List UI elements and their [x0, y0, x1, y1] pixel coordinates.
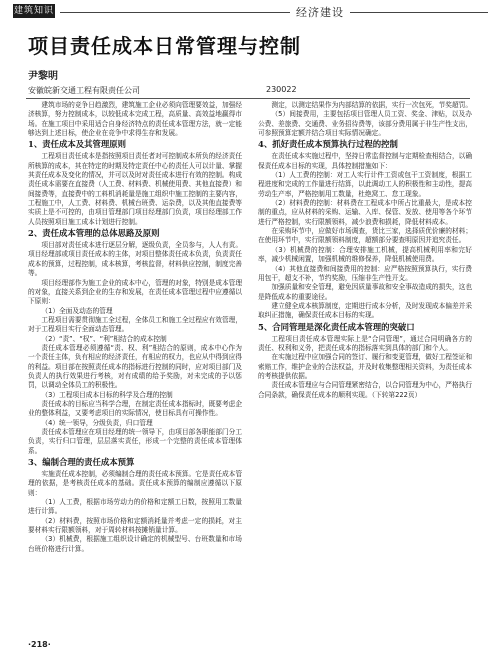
postal-code: 230022 [266, 85, 297, 94]
section-heading: 1、责任成本及其管理原则 [28, 139, 126, 150]
body-paragraph: 工程项目需要贯彻施工全过程，全体员工和施工全过程应有效管理，对于工程项目实行全面动态管理。 [28, 315, 242, 334]
body-paragraph: 项目经理部作为施工企业的成本中心，管理的对象，特别是成本管理的对象，直接关系到企业的生存和发展，在责任成本管理过程中应遵循以下原则： [28, 278, 242, 306]
body-paragraph: （1）人工费的控制：对工人实行计件工资或包干工资制度，根据工程进度和完成的工作量进行结算，以此调动工人的积极性和主动性，提高劳动生产率，严格控制用工数量，杜绝窝工、怠工现象。 [258, 171, 472, 198]
body-paragraph: 工程项目责任成本是指按照项目责任者对可控制成本所负的经济责任所核算的成本，其在特定的时期及特定责任中心的责任人可以计量、掌握其责任成本及变化的情况，并可以及时对责任成本进行有效的控制。构成责任成本需要在直接费（人工费、材料费、机械使用费、其他直接费）和间接费等，直接费中的工料机消耗量是施工组织中施工控制的主要内容，工程施工中，人工费、材料费、机械台班费、运杂费，以及其他直接费等实质上是不可控的，由项目管理部门项目经理部门负责，项目经理部工作人员按照项目施工成本计划进行控制。 [28, 152, 242, 226]
body-paragraph: 建筑市场的竞争日趋激烈，建筑施工企业必须向管理要效益，加强经济核算，努力控制成本，以较低成本完成工程，高质量、高效益地赢得市场。在施工项目中采用适合自身经济特点的责任成本管理方法，就一定能够达到上述目标，使企业在竞争中求得生存和发展。 [28, 101, 242, 138]
body-paragraph: （2）材料费的控制：材料费在工程成本中所占比重最大，是成本控制的重点，应从材料的采购、运输、入库、保管、发放、使用等各个环节进行严格控制，实行限额领料，减少浪费和损耗，降低材料成本。 [258, 199, 472, 226]
body-paragraph: （1）全面及动态的管理 [41, 306, 113, 315]
body-paragraph: 实施责任成本控制，必须编制合理的责任成本预算。它是责任成本管理的依据，是考核责任成本的基础。责任成本预算的编制应遵循以下原则： [28, 470, 242, 497]
body-paragraph: 在采购环节中，应做好市场调查，货比三家，选择质优价廉的材料；在使用环节中，实行限额领料制度，超额部分要查明原因并追究责任。 [258, 227, 472, 245]
running-header [0, 0, 498, 24]
right-column [258, 101, 472, 636]
body-paragraph: （1）人工费，根据市场劳动力的价格和定额工日数，按照用工数量进行计算。 [28, 498, 242, 516]
body-paragraph: 责任成本管理应在项目经理的统一领导下，由项目部各职能部门分工负责，实行归口管理，层层落实责任，形成一个完整的责任成本管理体系。 [28, 428, 242, 455]
body-paragraph: 加强质量和安全管理，避免因质量事故和安全事故造成的损失，这也是降低成本的重要途径。 [258, 283, 472, 301]
affiliation: 安徽皖新交通工程有限责任公司 [28, 86, 140, 95]
left-column [28, 101, 242, 636]
body-paragraph: 工程项目责任成本管理实际上是“合同管理”，通过合同明确各方的责任、权利和义务，把责任成本的指标落实到具体的部门和个人。 [258, 334, 472, 352]
body-paragraph: 测定，以测定结果作为内部结算的依据，实行一次包死，节奖超罚。 [271, 101, 472, 109]
affiliation-rule [26, 98, 470, 99]
body-paragraph: 责任成本管理应与合同管理紧密结合，以合同管理为中心，严格执行合同条款，确保责任成本的顺利实现。（下转第222页） [258, 381, 472, 399]
section-heading: 2、责任成本管理的总体思路及原则 [28, 228, 160, 239]
section-heading: 5、合同管理是深化责任成本管理的突破口 [258, 321, 415, 332]
body-paragraph: （5）间接费用，主要包括项目管理人员工资、奖金、津贴，以及办公费、差旅费、交通费、业务招待费等，该部分费用属于非生产性支出，可参照预算定额并结合项目实际情况确定。 [258, 110, 472, 138]
section-heading: 3、编制合理的责任成本预算 [28, 457, 135, 468]
header-rule [60, 12, 488, 13]
body-paragraph: （4）统一领导，分级负责，归口管理 [41, 418, 153, 427]
body-paragraph: （3）机械费的控制：合理安排施工机械，提高机械利用率和完好率，减少机械闲置，加强机械的维修保养，降低机械使用费。 [258, 245, 472, 264]
affiliation-line [28, 85, 468, 99]
section-heading: 4、抓好责任成本预算执行过程的控制 [258, 139, 398, 150]
author-name: 尹黎明 [28, 71, 58, 82]
section-label: 经济建设 [290, 4, 350, 20]
body-paragraph: （3）工程项目成本目标的科学及合理的控制 [41, 390, 173, 399]
body-paragraph: 建立健全成本核算制度，定期进行成本分析，及时发现成本偏差并采取纠正措施，确保责任成本目标的实现。 [258, 301, 472, 320]
body-paragraph: 责任成本的目标应当科学合理，在制定责任成本指标时，既要考虑企业的整体利益，又要考虑项目的实际情况，使目标具有可操作性。 [28, 399, 242, 418]
body-paragraph: （4）其他直接费和间接费用的控制：应严格按照预算执行，实行费用包干，超支不补，节约奖励，压缩非生产性开支。 [258, 264, 472, 282]
article-title: 项目责任成本日常管理与控制 [28, 34, 301, 58]
column-tag: 建筑知识 [13, 6, 54, 16]
body-paragraph: 在责任成本实施过程中，坚持日常监督控制与定期检查相结合，以确保责任成本目标的实现，具体控制措施如下： [258, 152, 472, 170]
body-paragraph: （2）“责”、“权”、“利”相结合的成本控制 [41, 334, 167, 343]
body-paragraph: （3）机械费，根据施工组织设计确定的机械型号、台班数量和市场台班价格进行计算。 [28, 535, 242, 553]
body-paragraph: （2）材料费，按照市场价格和定额消耗量并考虑一定的损耗，对主要材料实行限额领料，对于周转材料按摊销量计算。 [28, 516, 242, 535]
page-number: ·218· [28, 640, 51, 649]
body-paragraph: 在实施过程中应加强合同的签订、履行和变更管理，做好工程签证和索赔工作，维护企业的合法权益，并及时收集整理相关资料，为责任成本的考核提供依据。 [258, 353, 472, 380]
body-paragraph: 项目部对责任成本进行逐层分解，逐级负责，全员参与，人人有责。项目经理部或项目责任成本的主体，对项目整体责任成本负责，负责责任成本的预算，过程控制，成本核算，考核监督，材料供应控制，制度完善等。 [28, 241, 242, 278]
body-paragraph: 责任成本管理必须遵循“责、权、利”相结合的原则，成本中心作为一个责任主体，负有相应的经济责任，有相应的权力，也应从中得到应得的利益。项目部在按照责任成本的指标进行控制的同时，应对项目部门及负责人的执行效果进行考核，对有成绩的给予奖励，对未完成的予以惩罚，以调动全体员工的积极性。 [28, 343, 242, 390]
